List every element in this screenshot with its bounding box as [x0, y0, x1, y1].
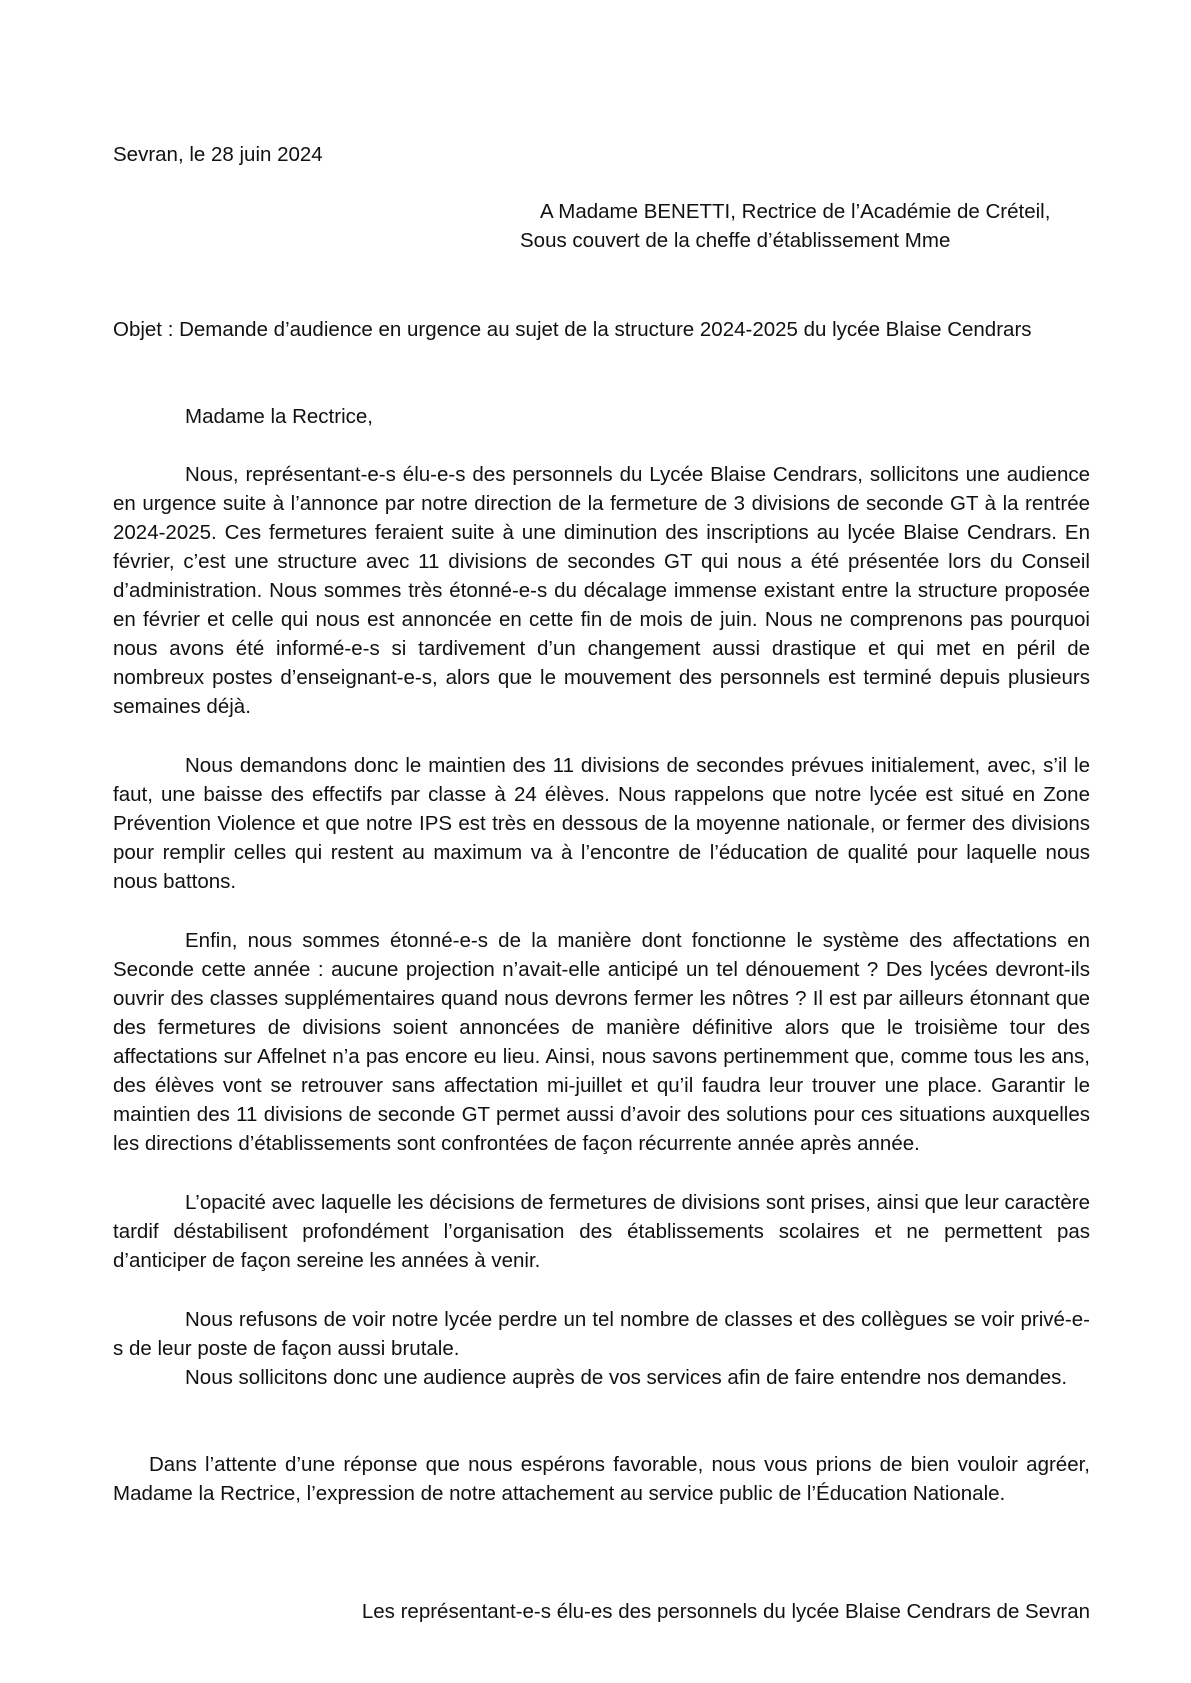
closing-paragraph: Dans l’attente d’une réponse que nous espérons favorable, nous vous prions de bien vouloir agréer, Madame la Rectrice, l’expression de notre attachement au service public de l’Éducation Nationale. — [113, 1453, 1090, 1505]
recipient-block — [520, 197, 1090, 255]
body-paragraph: Nous sollicitons donc une audience auprès de vos services afin de faire entendre nos demandes. — [185, 1366, 1068, 1389]
recipient-line-2: Sous couvert de la cheffe d’établissement Mme — [520, 229, 951, 252]
salutation: Madame la Rectrice, — [185, 405, 373, 428]
body-paragraph: L’opacité avec laquelle les décisions de fermetures de divisions sont prises, ainsi que leur caractère tardif déstabilisent profondément l’organisation des établissements scolaires et ne permettent pas d’anticiper de façon sereine les années à venir. — [113, 1191, 1090, 1272]
body-paragraph: Enfin, nous sommes étonné-e-s de la manière dont fonctionne le système des affectations en Seconde cette année : aucune projection n’avait-elle anticipé un tel dénouement ? Des lycées devront-ils ouvrir des classes supplémentaires quand nous devrons fermer les nôtres ? Il est par ailleurs étonnant que des fermetures de divisions soient annoncées de manière définitive alors que le troisième tour des affectations sur Affelnet n’a pas encore eu lieu. Ainsi, nous savons pertinemment que, comme tous les ans, des élèves vont se retrouver sans affectation mi-juillet et qu’il faudra leur trouver une place. Garantir le maintien des 11 divisions de seconde GT permet aussi d’avoir des solutions pour ces situations auxquelles les directions d’établissements sont confrontées de façon récurrente année après année. — [113, 929, 1090, 1155]
recipient-line-1: A Madame BENETTI, Rectrice de l’Académie de Créteil, — [540, 200, 1051, 223]
signature-line: Les représentant-e-s élu-es des personnels du lycée Blaise Cendrars de Sevran — [361, 1600, 1090, 1623]
body-paragraph: Nous demandons donc le maintien des 11 divisions de secondes prévues initialement, avec, s’il le faut, une baisse des effectifs par classe à 24 élèves. Nous rappelons que notre lycée est situé en Zone Prévention Violence et que notre IPS est très en dessous de la moyenne nationale, or fermer des divisions pour remplir celles qui restent au maximum va à l’encontre de l’éducation de qualité pour laquelle nous nous battons. — [113, 754, 1090, 893]
body-paragraph: Nous refusons de voir notre lycée perdre un tel nombre de classes et des collègues se voir privé-e-s de leur poste de façon aussi brutale. — [113, 1308, 1090, 1360]
subject-line: Objet : Demande d’audience en urgence au sujet de la structure 2024-2025 du lycée Blaise Cendrars — [113, 318, 1032, 341]
date-line: Sevran, le 28 juin 2024 — [113, 143, 323, 166]
body-paragraph: Nous, représentant-e-s élu-e-s des personnels du Lycée Blaise Cendrars, sollicitons une audience en urgence suite à l’annonce par notre direction de la fermeture de 3 divisions de seconde GT à la rentrée 2024-2025. Ces fermetures feraient suite à une diminution des inscriptions au lycée Blaise Cendrars. En février, c’est une structure avec 11 divisions de secondes GT qui nous a été présentée lors du Conseil d’administration. Nous sommes très étonné-e-s du décalage immense existant entre la structure proposée en février et celle qui nous est annoncée en cette fin de mois de juin. Nous ne comprenons pas pourquoi nous avons été informé-e-s si tardivement d’un changement aussi drastique et qui met en péril de nombreux postes d’enseignant-e-s, alors que le mouvement des personnels est terminé depuis plusieurs semaines déjà. — [113, 463, 1090, 718]
